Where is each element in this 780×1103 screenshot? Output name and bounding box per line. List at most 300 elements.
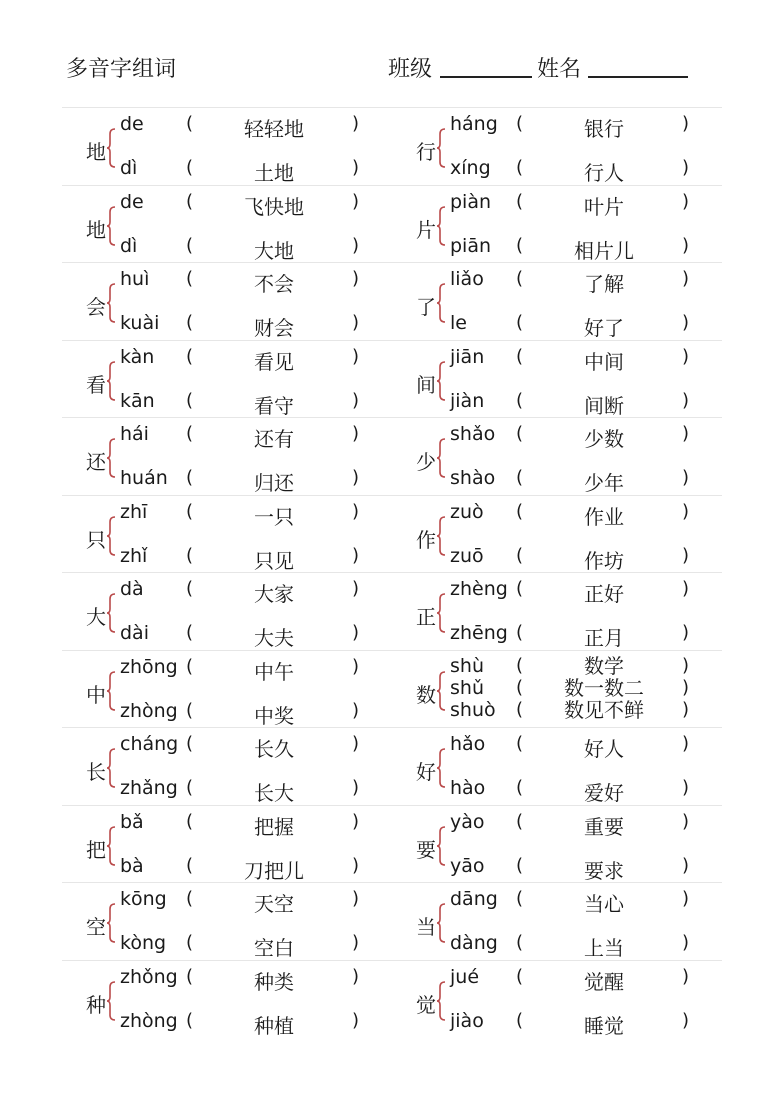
polyphone-entry	[392, 573, 722, 650]
example-word: 轻轻地	[244, 117, 304, 141]
polyphone-char: 正	[416, 605, 436, 629]
reading-line	[120, 346, 400, 374]
polyphone-entry	[62, 728, 382, 805]
curly-brace-icon	[436, 826, 446, 866]
reading-line	[120, 467, 400, 495]
example-word: 当心	[584, 892, 624, 916]
polyphone-entry	[62, 108, 382, 185]
pinyin-text: xíng	[450, 157, 491, 179]
example-word: 还有	[254, 427, 294, 451]
example-word: 重要	[584, 814, 624, 839]
pinyin-text: kòng	[120, 932, 167, 954]
close-paren: )	[682, 500, 690, 522]
reading-line	[120, 113, 400, 141]
close-paren: )	[682, 888, 690, 909]
reading-line	[120, 235, 400, 263]
open-paren: (	[516, 698, 524, 720]
polyphone-entry	[62, 651, 382, 728]
close-paren: )	[352, 190, 360, 212]
example-word: 长久	[254, 737, 294, 761]
grid-row	[62, 650, 722, 728]
open-paren: (	[186, 810, 194, 832]
example-word: 数一数二	[564, 675, 644, 700]
grid-row	[62, 805, 722, 883]
open-paren: (	[516, 113, 524, 134]
open-paren: (	[186, 733, 194, 754]
close-paren: )	[682, 234, 690, 256]
pinyin-text: jiàn	[450, 389, 485, 412]
reading-line	[450, 699, 730, 727]
curly-brace-icon	[106, 206, 116, 246]
polyphone-entry	[62, 573, 382, 650]
pinyin-text: zuō	[450, 544, 484, 567]
pinyin-text: bǎ	[120, 810, 144, 833]
pinyin-text: shǎo	[450, 423, 496, 445]
open-paren: (	[516, 544, 524, 566]
curly-brace-icon	[106, 903, 116, 943]
example-word: 大夫	[254, 626, 294, 650]
close-paren: )	[682, 698, 690, 720]
curly-brace-icon	[436, 981, 446, 1021]
curly-brace-icon	[106, 671, 116, 711]
close-paren: )	[352, 733, 360, 754]
open-paren: (	[186, 854, 194, 876]
pinyin-text: zhēng	[450, 622, 508, 644]
open-paren: (	[186, 777, 194, 798]
pinyin-text: dāng	[450, 888, 498, 910]
polyphone-entry	[62, 186, 382, 263]
open-paren: (	[186, 312, 194, 333]
curly-brace-icon	[106, 438, 116, 478]
pinyin-text: zhǐ	[120, 544, 148, 567]
pinyin-text: dài	[120, 622, 149, 644]
close-paren: )	[682, 932, 690, 953]
open-paren: (	[516, 312, 524, 333]
example-word: 作业	[584, 504, 624, 529]
open-paren: (	[186, 500, 194, 522]
close-paren: )	[682, 622, 690, 643]
reading-line	[120, 777, 400, 805]
open-paren: (	[516, 965, 524, 987]
example-word: 上当	[584, 936, 624, 960]
polyphone-entry	[392, 651, 722, 728]
pinyin-text: de	[120, 113, 144, 135]
grid-row	[62, 572, 722, 650]
class-label: 班级	[388, 57, 433, 82]
close-paren: )	[682, 268, 690, 289]
polyphone-char: 看	[86, 372, 106, 397]
example-word: 觉醒	[584, 969, 624, 994]
open-paren: (	[516, 234, 524, 256]
open-paren: (	[516, 888, 524, 909]
close-paren: )	[352, 810, 360, 832]
open-paren: (	[516, 345, 524, 367]
close-paren: )	[682, 1009, 690, 1031]
pinyin-text: zuò	[450, 500, 484, 523]
close-paren: )	[352, 423, 360, 444]
pinyin-text: dì	[120, 157, 138, 179]
pinyin-text: cháng	[120, 733, 179, 755]
polyphone-entry	[392, 806, 722, 883]
close-paren: )	[352, 312, 360, 333]
open-paren: (	[186, 345, 194, 367]
grid-row	[62, 882, 722, 960]
open-paren: (	[186, 544, 194, 566]
reading-line	[450, 777, 730, 805]
example-word: 空白	[254, 936, 294, 960]
pinyin-text: huán	[120, 467, 168, 489]
polyphone-char: 作	[416, 527, 436, 552]
reading-line	[120, 1010, 400, 1038]
pinyin-text: shù	[450, 654, 484, 677]
close-paren: )	[682, 190, 690, 212]
reading-line	[450, 191, 730, 219]
curly-brace-icon	[436, 903, 446, 943]
curly-brace-icon	[436, 593, 446, 633]
example-word: 只见	[254, 548, 294, 573]
close-paren: )	[682, 157, 690, 178]
polyphone-entry	[392, 728, 722, 805]
pinyin-text: piān	[450, 234, 492, 257]
close-paren: )	[352, 932, 360, 953]
open-paren: (	[516, 157, 524, 178]
reading-line	[120, 157, 400, 185]
close-paren: )	[352, 389, 360, 411]
reading-line	[450, 390, 730, 418]
open-paren: (	[186, 888, 194, 909]
close-paren: )	[352, 234, 360, 256]
open-paren: (	[516, 854, 524, 876]
close-paren: )	[682, 345, 690, 367]
close-paren: )	[682, 777, 690, 798]
reading-line	[450, 545, 730, 573]
pinyin-text: hào	[450, 777, 486, 799]
example-word: 大家	[254, 582, 294, 606]
open-paren: (	[186, 467, 194, 488]
open-paren: (	[516, 467, 524, 488]
curly-brace-icon	[106, 128, 116, 168]
pinyin-text: huì	[120, 268, 150, 290]
reading-line	[120, 501, 400, 529]
open-paren: (	[186, 578, 194, 599]
close-paren: )	[352, 1009, 360, 1031]
open-paren: (	[186, 965, 194, 987]
curly-brace-icon	[106, 516, 116, 556]
close-paren: )	[682, 965, 690, 987]
open-paren: (	[516, 190, 524, 212]
curly-brace-icon	[436, 206, 446, 246]
worksheet-title: 多音字组词	[66, 57, 177, 82]
example-word: 好人	[584, 737, 624, 761]
close-paren: )	[682, 654, 690, 676]
pinyin-text: kōng	[120, 888, 167, 910]
example-word: 行人	[584, 161, 624, 185]
pinyin-text: zhōng	[120, 655, 178, 678]
pinyin-text: zhòng	[120, 1009, 178, 1032]
reading-line	[450, 312, 730, 340]
reading-line	[450, 622, 730, 650]
example-word: 看见	[254, 349, 294, 374]
grid-row	[62, 417, 722, 495]
pinyin-text: hǎo	[450, 733, 486, 755]
reading-line	[120, 578, 400, 606]
open-paren: (	[186, 423, 194, 444]
pinyin-text: zhǎng	[120, 777, 178, 799]
pinyin-text: kuài	[120, 312, 160, 334]
open-paren: (	[516, 578, 524, 599]
open-paren: (	[186, 622, 194, 643]
open-paren: (	[186, 190, 194, 212]
grid-row	[62, 727, 722, 805]
grid-row	[62, 960, 722, 1038]
reading-line	[120, 622, 400, 650]
pinyin-text: kàn	[120, 345, 155, 368]
open-paren: (	[186, 655, 194, 677]
polyphone-entry	[62, 961, 382, 1038]
pinyin-text: de	[120, 190, 144, 213]
open-paren: (	[516, 389, 524, 411]
example-word: 间断	[584, 393, 624, 418]
pinyin-text: dì	[120, 234, 138, 257]
example-word: 飞快地	[244, 194, 304, 219]
reading-line	[450, 578, 730, 606]
example-word: 数学	[584, 653, 624, 678]
open-paren: (	[516, 733, 524, 754]
pinyin-text: zhī	[120, 500, 148, 523]
pinyin-text: zhǒng	[120, 965, 178, 988]
reading-line	[450, 855, 730, 883]
open-paren: (	[516, 810, 524, 832]
example-word: 大地	[254, 238, 294, 263]
curly-brace-icon	[436, 516, 446, 556]
open-paren: (	[516, 622, 524, 643]
reading-line	[450, 932, 730, 960]
close-paren: )	[352, 113, 360, 134]
polyphone-char: 了	[416, 295, 436, 319]
reading-line	[120, 191, 400, 219]
polyphone-entry	[392, 418, 722, 495]
example-word: 种植	[254, 1013, 294, 1038]
example-word: 好了	[584, 316, 624, 340]
close-paren: )	[352, 500, 360, 522]
worksheet-header	[66, 52, 706, 86]
reading-line	[450, 811, 730, 839]
open-paren: (	[186, 1009, 194, 1031]
pinyin-text: le	[450, 312, 467, 334]
open-paren: (	[516, 777, 524, 798]
polyphone-char: 觉	[416, 992, 436, 1017]
example-word: 作坊	[584, 548, 624, 573]
grid-row	[62, 495, 722, 573]
reading-line	[120, 966, 400, 994]
close-paren: )	[682, 854, 690, 876]
example-word: 正好	[584, 582, 624, 606]
example-word: 叶片	[584, 194, 624, 219]
pinyin-text: yào	[450, 810, 485, 833]
curly-brace-icon	[436, 361, 446, 401]
close-paren: )	[352, 467, 360, 488]
polyphone-entry	[392, 263, 722, 340]
pinyin-text: jiān	[450, 345, 485, 368]
example-word: 天空	[254, 892, 294, 916]
close-paren: )	[352, 888, 360, 909]
example-word: 了解	[584, 272, 624, 296]
polyphone-char: 数	[416, 682, 436, 707]
open-paren: (	[186, 113, 194, 134]
polyphone-char: 地	[86, 140, 106, 164]
example-word: 少年	[584, 471, 624, 495]
close-paren: )	[682, 544, 690, 566]
polyphone-entry	[392, 496, 722, 573]
close-paren: )	[352, 699, 360, 721]
polyphone-entry	[62, 418, 382, 495]
close-paren: )	[352, 578, 360, 599]
pinyin-text: piàn	[450, 190, 492, 213]
pinyin-text: háng	[450, 113, 498, 135]
polyphone-char: 地	[86, 217, 106, 242]
grid-row	[62, 107, 722, 185]
close-paren: )	[682, 389, 690, 411]
polyphone-char: 片	[416, 217, 436, 242]
curly-brace-icon	[106, 748, 116, 788]
reading-line	[120, 390, 400, 418]
polyphone-grid	[62, 107, 722, 1037]
reading-line	[450, 235, 730, 263]
polyphone-char: 当	[416, 915, 436, 939]
example-word: 要求	[584, 858, 624, 883]
polyphone-char: 长	[86, 760, 106, 784]
polyphone-char: 大	[86, 605, 106, 629]
close-paren: )	[352, 655, 360, 677]
polyphone-entry	[392, 341, 722, 418]
close-paren: )	[682, 113, 690, 134]
example-word: 看守	[254, 393, 294, 418]
polyphone-char: 间	[416, 372, 436, 397]
example-word: 财会	[254, 316, 294, 340]
open-paren: (	[516, 932, 524, 953]
example-word: 一只	[254, 504, 294, 529]
close-paren: )	[682, 810, 690, 832]
reading-line	[120, 932, 400, 960]
reading-line	[120, 733, 400, 761]
grid-row	[62, 185, 722, 263]
close-paren: )	[682, 312, 690, 333]
close-paren: )	[682, 467, 690, 488]
close-paren: )	[682, 733, 690, 754]
example-word: 不会	[254, 272, 294, 296]
example-word: 把握	[254, 814, 294, 839]
polyphone-char: 把	[86, 837, 106, 862]
pinyin-text: dàng	[450, 932, 498, 954]
example-word: 长大	[254, 781, 294, 805]
pinyin-text: jué	[450, 965, 480, 988]
close-paren: )	[352, 268, 360, 289]
open-paren: (	[186, 268, 194, 289]
reading-line	[450, 346, 730, 374]
reading-line	[120, 545, 400, 573]
open-paren: (	[186, 932, 194, 953]
close-paren: )	[352, 345, 360, 367]
open-paren: (	[186, 234, 194, 256]
polyphone-char: 好	[416, 760, 436, 784]
polyphone-char: 还	[86, 450, 106, 474]
curly-brace-icon	[106, 593, 116, 633]
pinyin-text: yāo	[450, 854, 485, 877]
reading-line	[120, 656, 400, 684]
polyphone-entry	[392, 961, 722, 1038]
open-paren: (	[516, 676, 524, 698]
reading-line	[120, 811, 400, 839]
open-paren: (	[516, 1009, 524, 1031]
grid-row	[62, 340, 722, 418]
polyphone-entry	[62, 496, 382, 573]
example-word: 少数	[584, 427, 624, 451]
example-word: 归还	[254, 471, 294, 495]
close-paren: )	[352, 157, 360, 178]
polyphone-entry	[62, 263, 382, 340]
open-paren: (	[186, 157, 194, 178]
reading-line	[450, 113, 730, 141]
pinyin-text: jiào	[450, 1009, 484, 1032]
reading-line	[450, 888, 730, 916]
curly-brace-icon	[436, 438, 446, 478]
close-paren: )	[682, 676, 690, 698]
example-word: 中午	[254, 659, 294, 684]
pinyin-text: kān	[120, 389, 155, 412]
curly-brace-icon	[436, 283, 446, 323]
example-word: 种类	[254, 969, 294, 994]
polyphone-char: 中	[86, 682, 106, 707]
curly-brace-icon	[436, 748, 446, 788]
pinyin-text: dà	[120, 578, 144, 600]
pinyin-text: zhèng	[450, 578, 508, 600]
reading-line	[450, 733, 730, 761]
example-word: 正月	[584, 626, 624, 650]
open-paren: (	[516, 500, 524, 522]
polyphone-char: 少	[416, 450, 436, 474]
polyphone-entry	[392, 108, 722, 185]
reading-line	[120, 855, 400, 883]
polyphone-char: 行	[416, 140, 436, 164]
pinyin-text: zhòng	[120, 699, 178, 722]
curly-brace-icon	[106, 826, 116, 866]
curly-brace-icon	[436, 128, 446, 168]
polyphone-char: 要	[416, 837, 436, 862]
polyphone-entry	[392, 883, 722, 960]
close-paren: )	[352, 622, 360, 643]
reading-line	[120, 268, 400, 296]
curly-brace-icon	[106, 981, 116, 1021]
pinyin-text: bà	[120, 854, 144, 877]
curly-brace-icon	[106, 361, 116, 401]
class-blank[interactable]	[440, 76, 532, 78]
polyphone-entry	[62, 341, 382, 418]
pinyin-text: shào	[450, 467, 496, 489]
pinyin-text: liǎo	[450, 268, 484, 290]
reading-line	[120, 888, 400, 916]
example-word: 爱好	[584, 781, 624, 805]
example-word: 睡觉	[584, 1013, 624, 1038]
reading-line	[450, 268, 730, 296]
curly-brace-icon	[436, 671, 446, 711]
example-word: 数见不鲜	[564, 697, 644, 722]
close-paren: )	[352, 965, 360, 987]
example-word: 刀把儿	[244, 858, 304, 883]
reading-line	[450, 157, 730, 185]
name-blank[interactable]	[588, 76, 688, 78]
close-paren: )	[682, 578, 690, 599]
open-paren: (	[186, 699, 194, 721]
